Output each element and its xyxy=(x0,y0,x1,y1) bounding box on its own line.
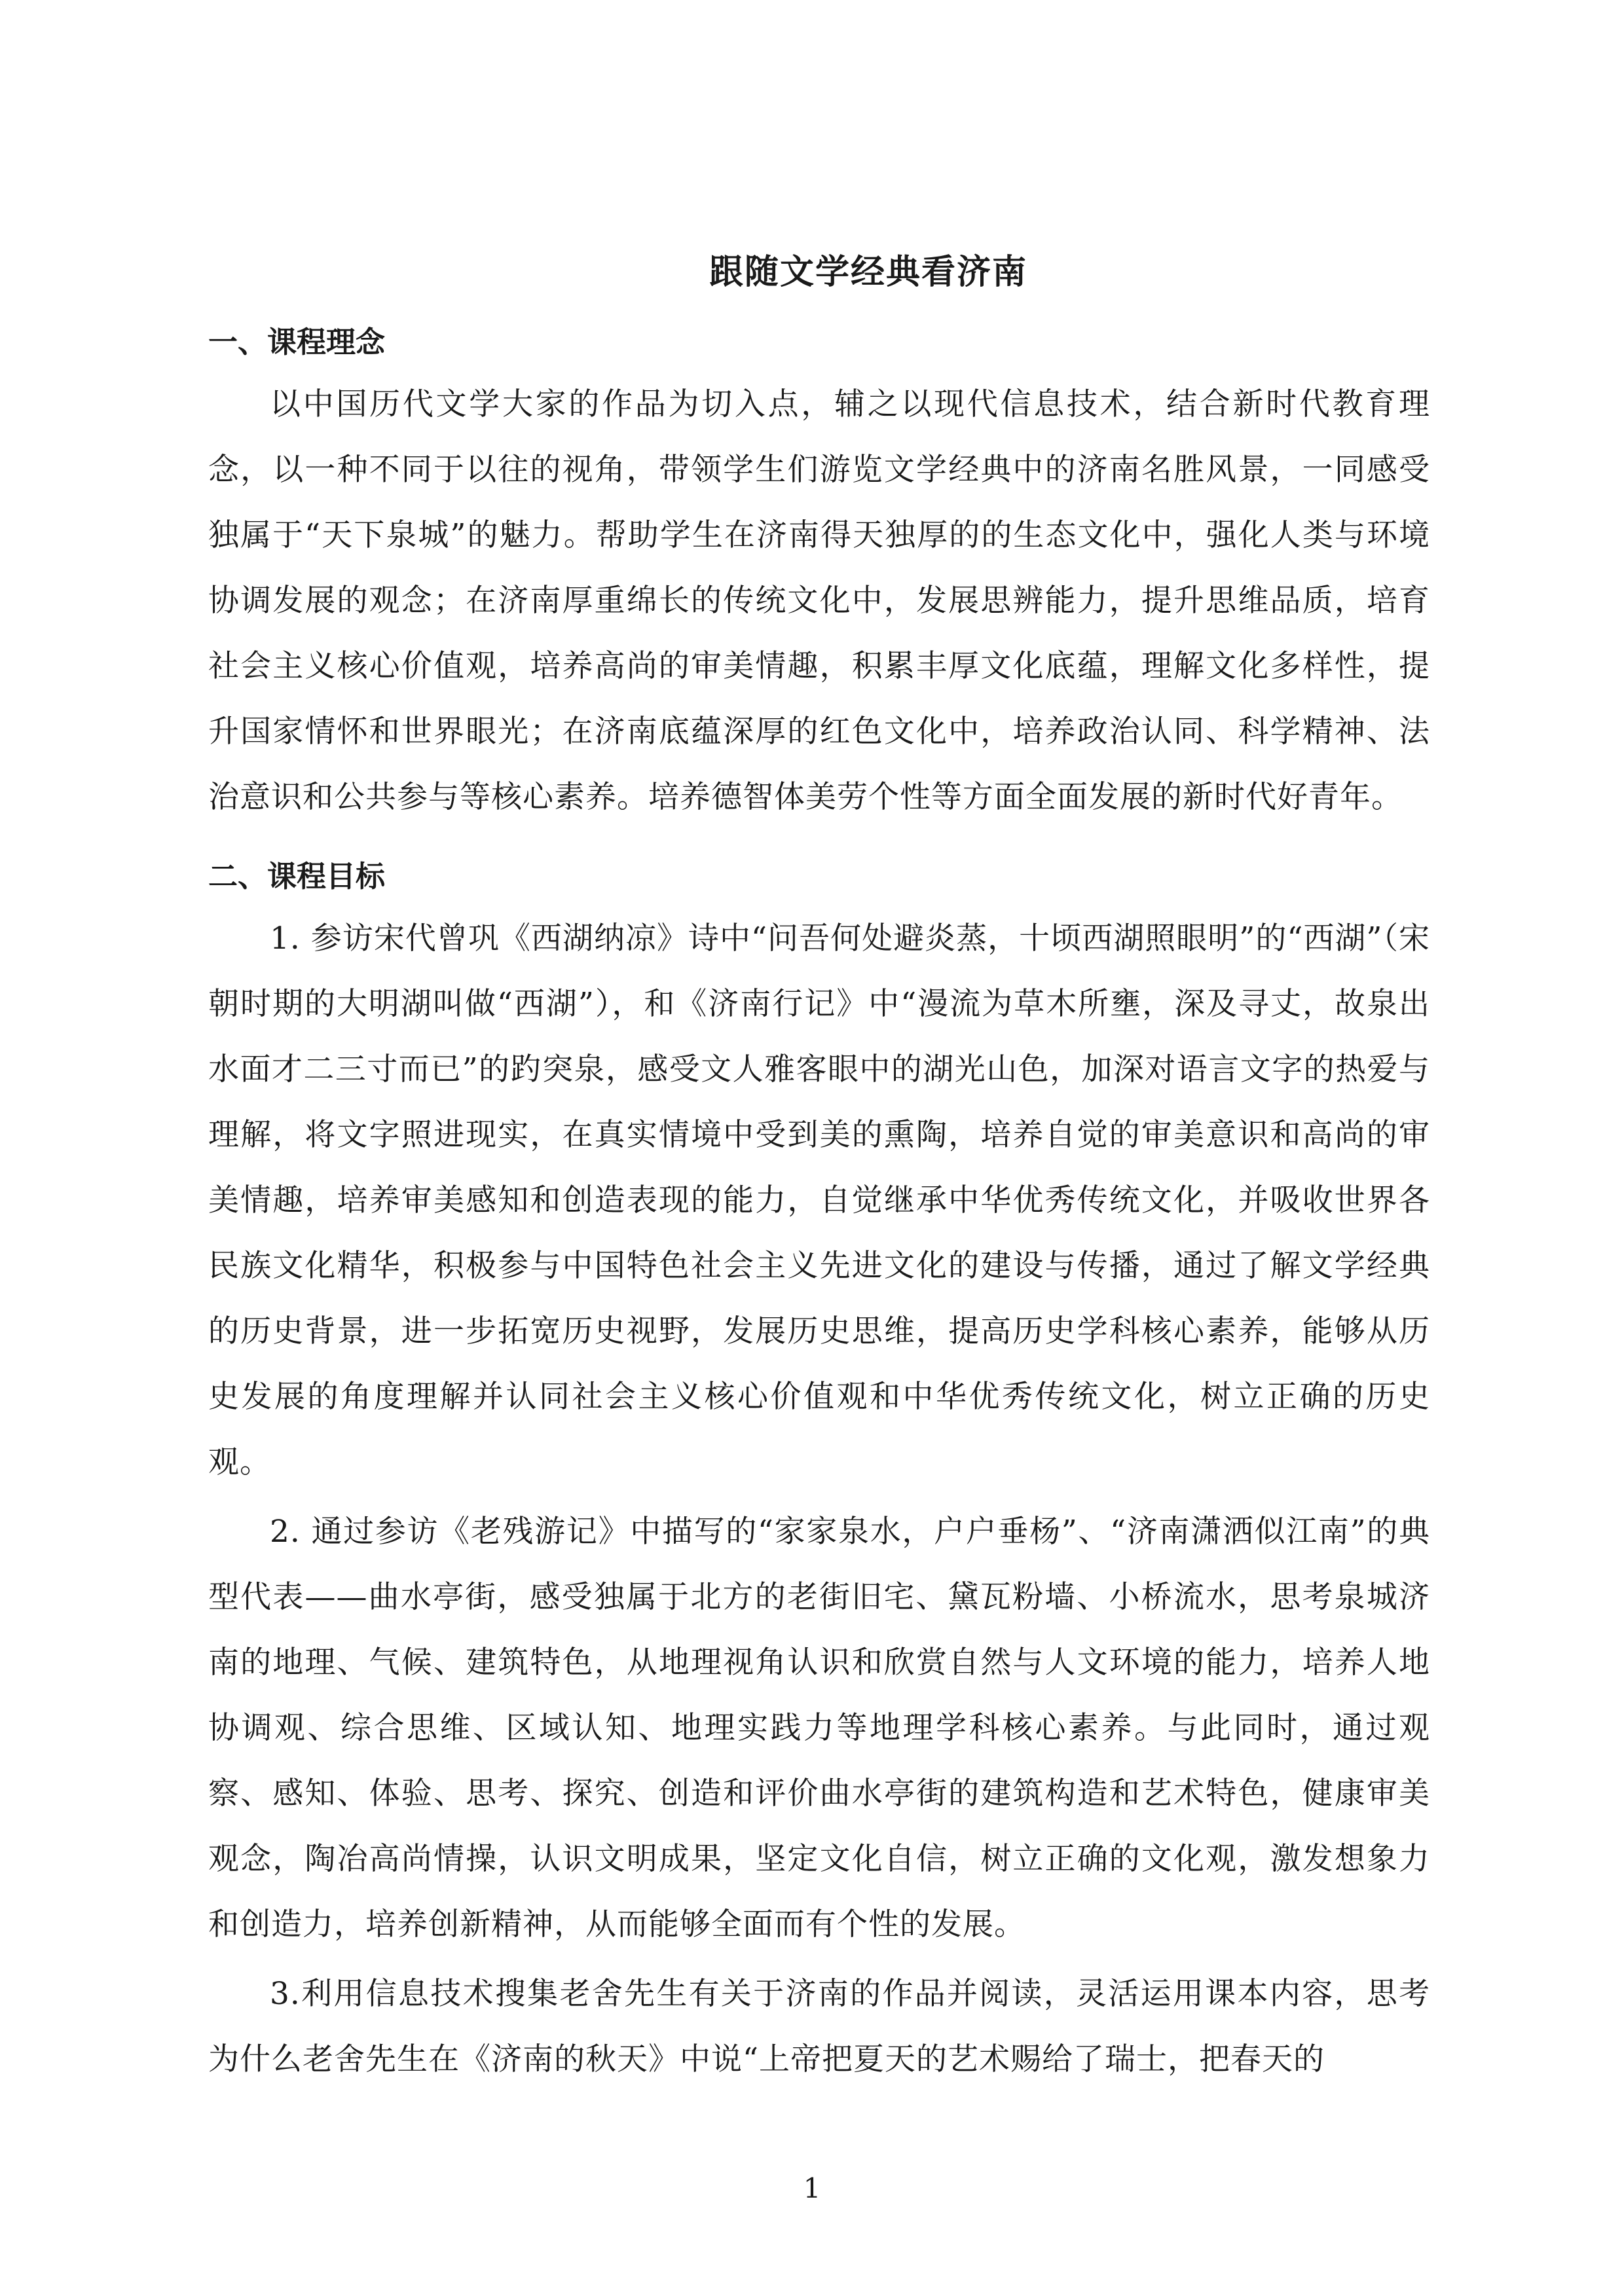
document-title: 跟随文学经典看济南 xyxy=(709,253,1027,292)
goal-paragraph-2: 2. 通过参访《老残游记》中描写的“家家泉水，户户垂杨”、“济南潇洒似江南”的典型代表——曲水亭街，感受独属于北方的老街旧宅、黛瓦粉墙、小桥流水，思考泉城济南的地理、气候、建筑特色，从地理视角认识和欣赏自然与人文环境的能力，培养人地协调观、综合思维、区域认知、地理实践力等地理学科核心素养。与此同时，通过观察、感知、体验、思考、探究、创造和评价曲水亭街的建筑构造和艺术特色，健康审美观念，陶冶高尚情操，认识文明成果，坚定文化自信，树立正确的文化观，激发想象力和创造力，培养创新精神，从而能够全面而有个性的发展。 xyxy=(208,1514,1430,1942)
section-course-philosophy xyxy=(208,322,1430,830)
goal-paragraph-3: 3.利用信息技术搜集老舍先生有关于济南的作品并阅读，灵活运用课本内容，思考为什么老舍先生在《济南的秋天》中说“上帝把夏天的艺术赐给了瑞士，把春天的 xyxy=(208,1976,1430,2077)
philosophy-paragraph: 以中国历代文学大家的作品为切入点，辅之以现代信息技术，结合新时代教育理念，以一种不同于以往的视角，带领学生们游览文学经典中的济南名胜风景，一同感受独属于“天下泉城”的魅力。帮助学生在济南得天独厚的的生态文化中，强化人类与环境协调发展的观念；在济南厚重绵长的传统文化中，发展思辨能力，提升思维品质，培育社会主义核心价值观，培养高尚的审美情趣，积累丰厚文化底蕴，理解文化多样性，提升国家情怀和世界眼光；在济南底蕴深厚的红色文化中，培养政治认同、科学精神、法治意识和公共参与等核心素养。培养德智体美劳个性等方面全面发展的新时代好青年。 xyxy=(208,386,1430,815)
goal-paragraph-1: 1. 参访宋代曾巩《西湖纳凉》诗中“问吾何处避炎蒸，十顷西湖照眼明”的“西湖”（宋朝时期的大明湖叫做“西湖”），和《济南行记》中“漫流为草木所壅，深及寻丈，故泉出水面才二三寸而已”的趵突泉，感受文人雅客眼中的湖光山色，加深对语言文字的热爱与理解，将文字照进现实，在真实情境中受到美的熏陶，培养自觉的审美意识和高尚的审美情趣，培养审美感知和创造表现的能力，自觉继承中华优秀传统文化，并吸收世界各民族文化精华，积极参与中国特色社会主义先进文化的建设与传播，通过了解文学经典的历史背景，进一步拓宽历史视野，发展历史思维，提高历史学科核心素养，能够从历史发展的角度理解并认同社会主义核心价值观和中华优秀传统文化，树立正确的历史观。 xyxy=(208,920,1430,1480)
page-number: 1 xyxy=(803,2172,821,2204)
section-course-goals xyxy=(208,856,1430,2092)
document-page xyxy=(208,249,1430,2092)
section-heading-philosophy: 一、课程理念 xyxy=(208,325,386,359)
section-heading-goals: 二、课程目标 xyxy=(208,859,386,894)
